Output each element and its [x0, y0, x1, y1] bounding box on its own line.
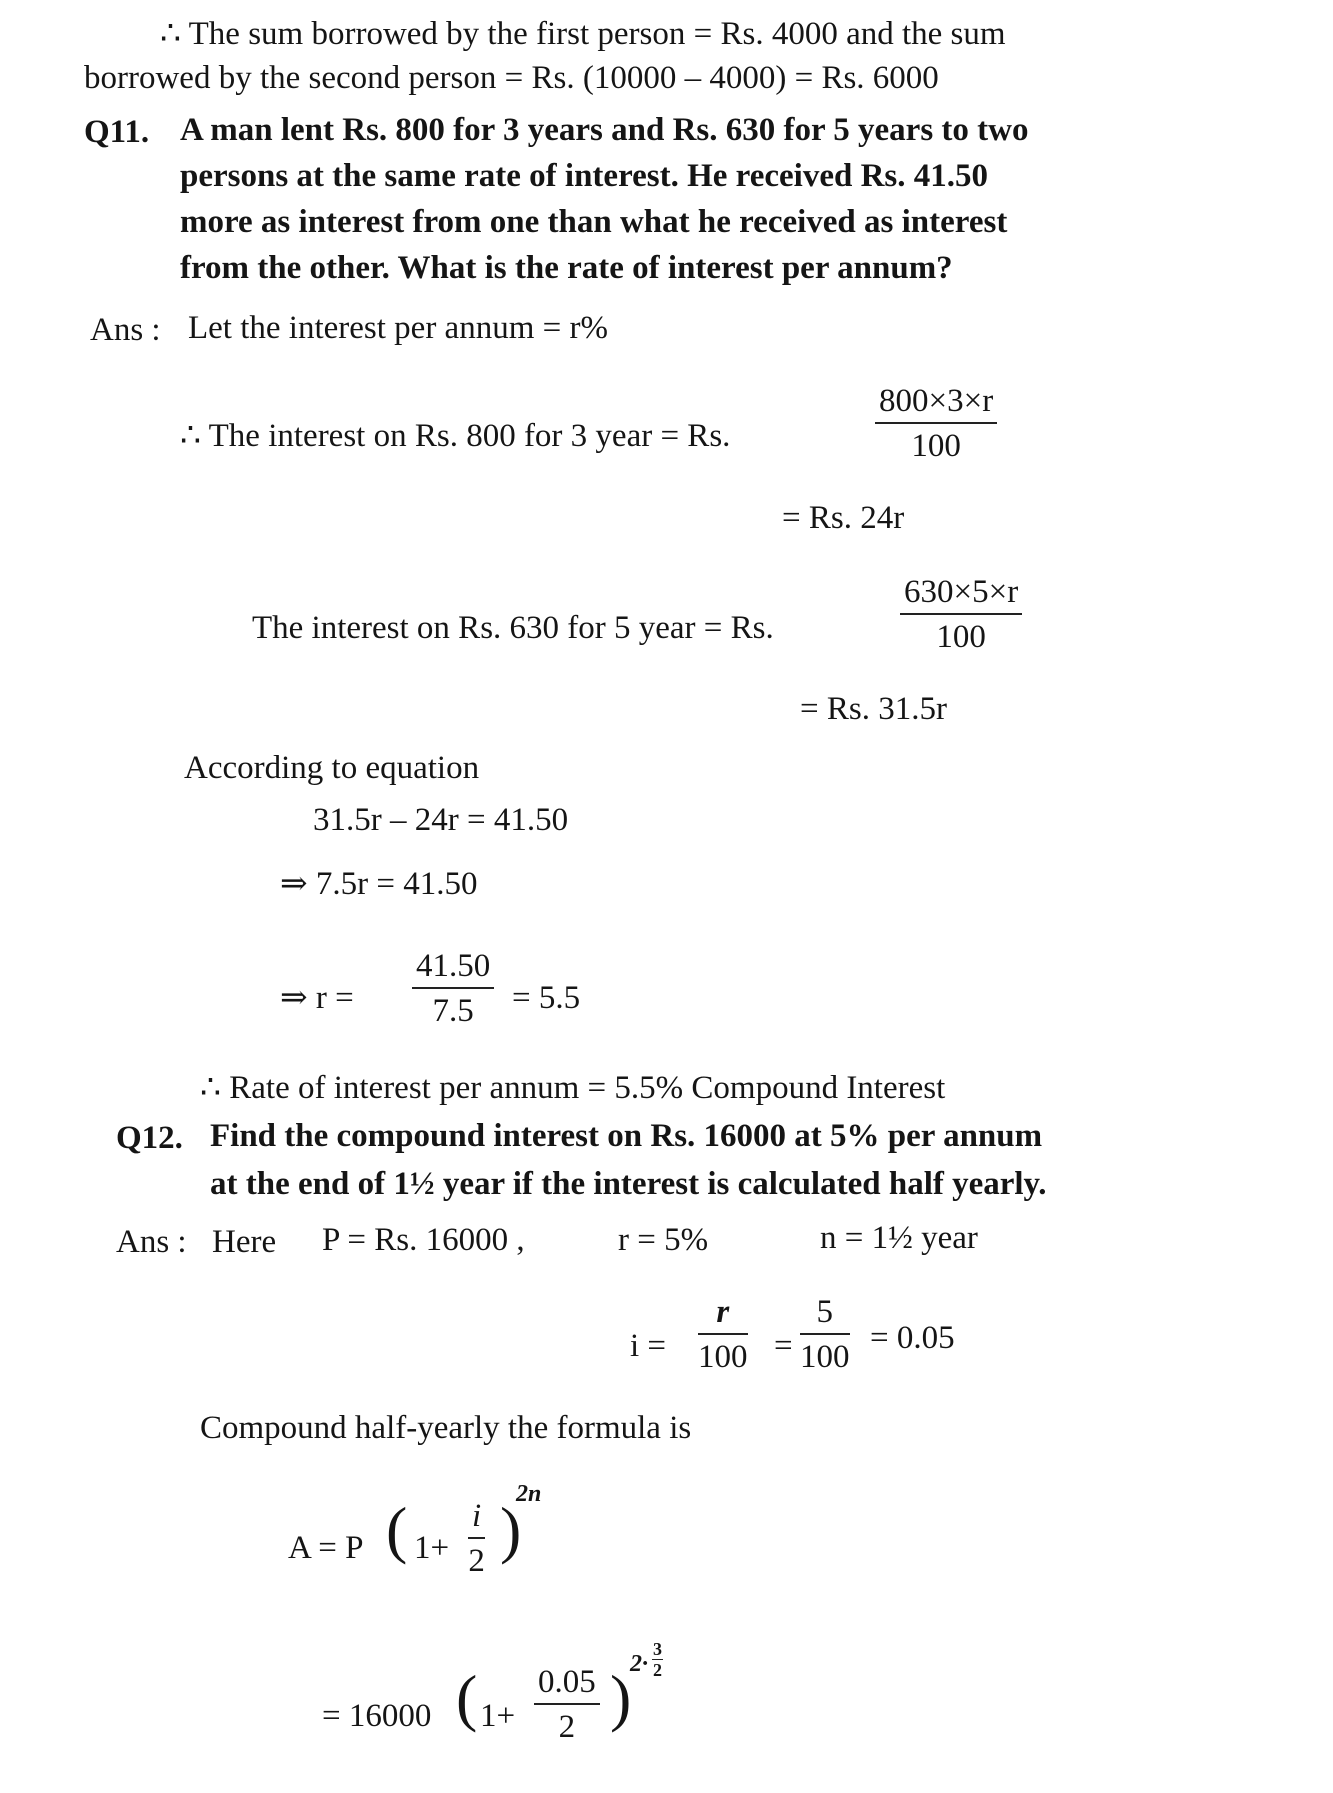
formula-prefix: A = P	[288, 1530, 364, 1566]
i-numerator-2: 5	[816, 1294, 833, 1330]
calc-exponent-base: 2·	[630, 1651, 648, 1677]
i-result: = 0.05	[870, 1320, 955, 1356]
interest1-numerator: 800×3×r	[879, 383, 994, 419]
calc-fraction	[534, 1666, 600, 1744]
equation-2: ⇒ 7.5r = 41.50	[280, 866, 478, 902]
calc-exponent-numerator: 3	[653, 1639, 662, 1659]
equation-3-result: = 5.5	[512, 980, 581, 1016]
formula-intro: Compound half-yearly the formula is	[200, 1410, 692, 1446]
text-line-1: ∴ The sum borrowed by the first person = Rs. 4000 and the sum	[160, 16, 1006, 52]
formula-denominator: 2	[468, 1543, 485, 1579]
conclusion-text: ∴ Rate of interest per annum = 5.5% Compound Interest	[200, 1070, 946, 1106]
i-numerator-1: r	[716, 1294, 730, 1330]
q11-line-2: persons at the same rate of interest. He received Rs. 41.50	[180, 158, 989, 194]
q12-label: Q12.	[116, 1120, 183, 1156]
ans12-rate: r = 5%	[618, 1222, 709, 1258]
equation-3-prefix: ⇒ r =	[280, 980, 354, 1016]
calc-denominator: 2	[558, 1709, 576, 1745]
equation-3-denominator: 7.5	[432, 993, 474, 1029]
formula-open-paren: (	[386, 1494, 408, 1565]
interest1-text: ∴ The interest on Rs. 800 for 3 year = Rs.	[180, 418, 731, 454]
i-prefix: i =	[630, 1328, 667, 1364]
i-fraction-2	[800, 1296, 850, 1374]
calc-numerator: 0.05	[538, 1664, 596, 1700]
q11-line-1: A man lent Rs. 800 for 3 years and Rs. 630 for 5 years to two	[180, 112, 1029, 148]
ans12-principal: P = Rs. 16000 ,	[322, 1222, 525, 1258]
i-denominator-1: 100	[698, 1339, 748, 1375]
ans12-here: Here	[212, 1224, 277, 1260]
ans12-time: n = 1½ year	[820, 1220, 978, 1256]
formula-close-paren: )	[500, 1494, 522, 1565]
i-denominator-2: 100	[800, 1339, 850, 1375]
interest2-denominator: 100	[936, 619, 986, 655]
equation-3-numerator: 41.50	[416, 948, 491, 984]
interest2-text: The interest on Rs. 630 for 5 year = Rs.	[252, 610, 774, 646]
formula-one-plus: 1+	[414, 1530, 450, 1566]
interest2-numerator: 630×5×r	[904, 574, 1019, 610]
equation-1: 31.5r – 24r = 41.50	[313, 802, 569, 838]
formula-numerator: i	[472, 1498, 482, 1534]
according-text: According to equation	[184, 750, 480, 786]
interest1-result: = Rs. 24r	[782, 500, 905, 536]
calc-one-plus: 1+	[480, 1698, 516, 1734]
calc-close-paren: )	[610, 1662, 632, 1733]
interest2-result: = Rs. 31.5r	[800, 691, 947, 727]
equation-3-fraction	[412, 950, 494, 1028]
calc-open-paren: (	[456, 1662, 478, 1733]
ans12-label: Ans :	[116, 1224, 187, 1260]
q11-line-3: more as interest from one than what he received as interest	[180, 204, 1008, 240]
q12-line-2: at the end of 1½ year if the interest is calculated half yearly.	[210, 1166, 1047, 1202]
q11-label: Q11.	[84, 114, 150, 150]
i-equals: =	[774, 1328, 793, 1364]
calc-exponent-fraction	[652, 1640, 663, 1679]
q12-line-1: Find the compound interest on Rs. 16000 at 5% per annum	[210, 1118, 1043, 1154]
ans11-label: Ans :	[90, 312, 161, 348]
interest1-denominator: 100	[911, 428, 961, 464]
calc-prefix: = 16000	[322, 1698, 432, 1734]
formula-exponent: 2n	[516, 1481, 542, 1507]
formula-fraction	[468, 1500, 485, 1578]
i-fraction-1	[698, 1296, 748, 1374]
interest1-fraction	[875, 385, 997, 463]
interest2-fraction	[900, 576, 1022, 654]
ans11-statement: Let the interest per annum = r%	[188, 310, 608, 346]
calc-exponent-denominator: 2	[653, 1660, 662, 1680]
text-line-2: borrowed by the second person = Rs. (10000 – 4000) = Rs. 6000	[84, 60, 939, 96]
q11-line-4: from the other. What is the rate of interest per annum?	[180, 250, 953, 286]
